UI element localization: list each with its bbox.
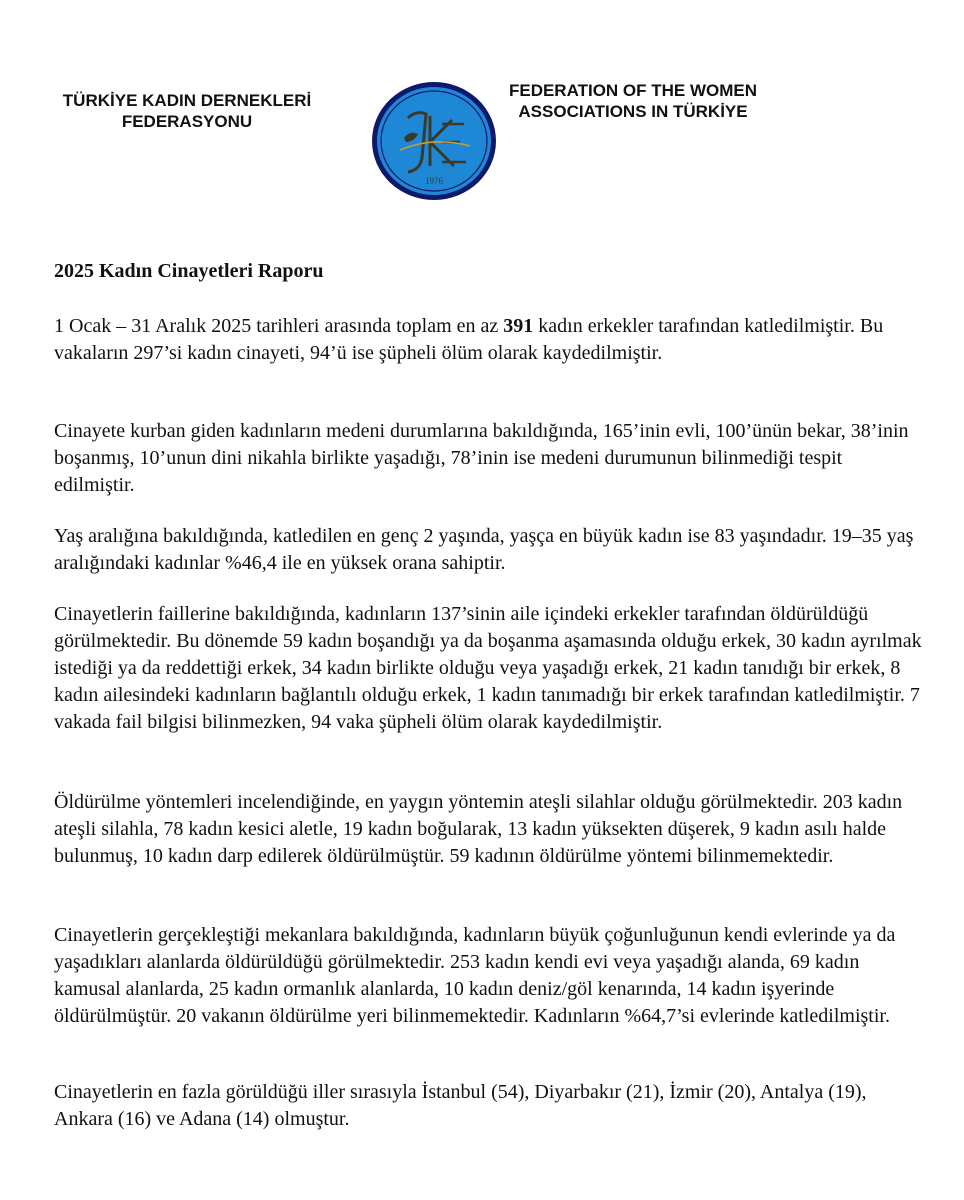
paragraph-methods: Öldürülme yöntemleri incelendiğinde, en yaygın yöntemin ateşli silahlar olduğu görülmektedir. 203 kadın ateşli silahla, 78 kadın kesici aletle, 19 kadın boğularak, 13 kadın yüksekten düşerek, 9 kadın asılı halde bulunmuş, 10 kadın darp edilerek öldürülmüştür. 59 kadının öldürülme yöntemi bilinmemektedir. — [54, 791, 903, 867]
paragraph-marital-status: Cinayete kurban giden kadınların medeni durumlarına bakıldığında, 165’inin evli, 100’ünün bekar, 38’inin boşanmış, 10’unun dini nikahla birlikte yaşadığı, 78’inin ise medeni durumunun bilinmediği tespit edilmiştir. — [54, 420, 909, 496]
logo-year: 1976 — [425, 176, 443, 186]
paragraph-age: Yaş aralığına bakıldığında, katledilen en genç 2 yaşında, yaşça en büyük kadın ise 83 yaşındadır. 19–35 yaş aralığındaki kadınlar %46,4 ile en yüksek orana sahiptir. — [54, 525, 914, 574]
org-name-english: FEDERATION OF THE WOMEN ASSOCIATIONS IN TÜRKİYE — [508, 81, 758, 121]
total-count: 391 — [503, 315, 534, 337]
paragraph-perpetrators: Cinayetlerin faillerine bakıldığında, kadınların 137’sinin aile içindeki erkekler tarafından öldürüldüğü görülmektedir. Bu dönemde 59 kadın boşandığı ya da boşanma aşamasında olduğu erkek, 30 kadın ayrılmak istediği ya da reddettiği erkek, 34 kadın birlikte olduğu veya yaşadığı erkek, 21 kadın tanıdığı bir erkek, 8 kadın ailesindeki kadınların bağlantılı olduğu erkek, 1 kadın tanımadığı bir erkek tarafından katledilmiştir. 7 vakada fail bilgisi bilinmezken, 94 vaka şüpheli ölüm olarak kaydedilmiştir. — [54, 603, 922, 733]
org-name-turkish: TÜRKİYE KADIN DERNEKLERİ FEDERASYONU — [62, 91, 312, 131]
report-title: 2025 Kadın Cinayetleri Raporu — [54, 260, 324, 282]
paragraph-locations: Cinayetlerin gerçekleştiği mekanlara bakıldığında, kadınların büyük çoğunluğunun kendi evlerinde ya da yaşadıkları alanlarda öldürüldüğü görülmektedir. 253 kadın kendi evi veya yaşadığı alanda, 69 kadın kamusal alanlarda, 25 kadın ormanlık alanlarda, 10 kadın deniz/göl kenarında, 14 kadın işyerinde öldürülmüştür. 20 vakanın öldürülme yeri bilinmemektedir. Kadınların %64,7’si evlerinde katledilmiştir. — [54, 924, 896, 1027]
paragraph-cities: Cinayetlerin en fazla görüldüğü iller sırasıyla İstanbul (54), Diyarbakır (21), İzmir (20), Antalya (19), Ankara (16) ve Adana (14) olmuştur. — [54, 1081, 867, 1130]
paragraph-summary — [54, 313, 924, 367]
federation-emblem-icon — [370, 80, 498, 202]
summary-text-end: kadın erkekler tarafından katledilmiştir. Bu vakaların 297’si kadın cinayeti, 94’ü ise şüpheli ölüm olarak kaydedilmiştir. — [54, 315, 884, 364]
summary-text-start: 1 Ocak – 31 Aralık 2025 tarihleri arasında toplam en az — [54, 315, 504, 337]
